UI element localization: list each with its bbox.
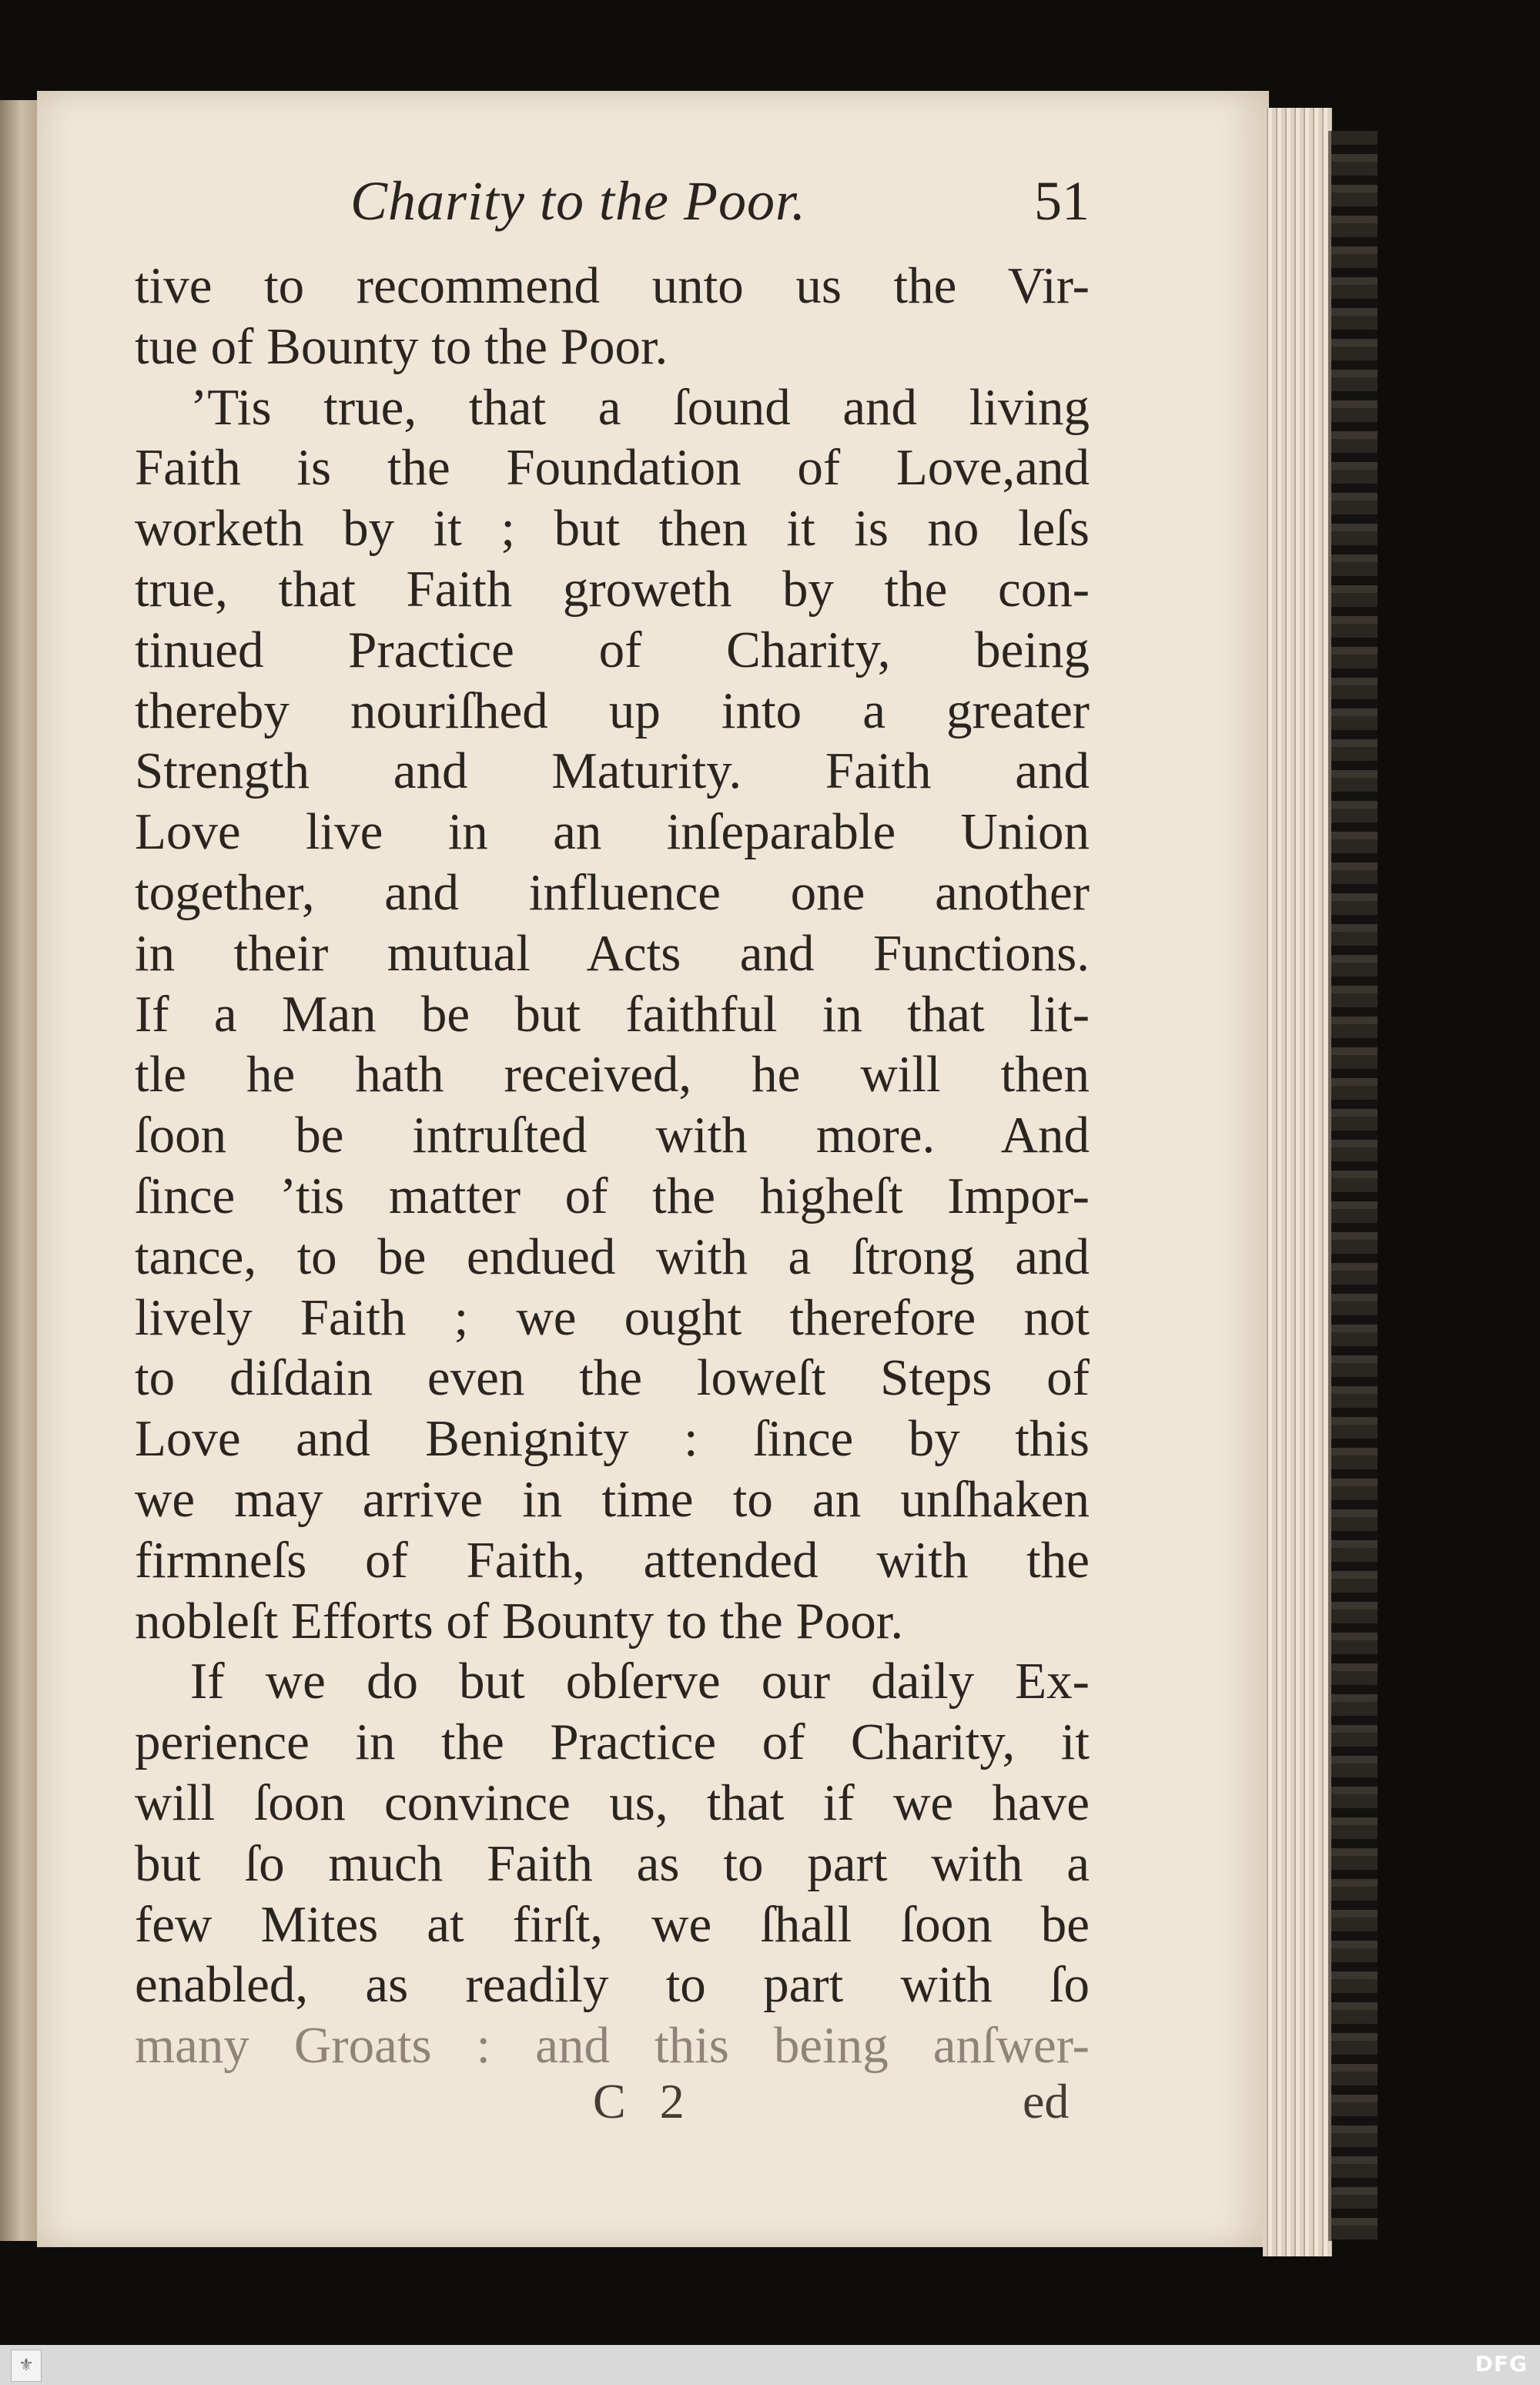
text-line: Faith is the Foundation of Love,and — [135, 439, 1090, 497]
text-line: tle he hath received, he will then — [135, 1046, 1090, 1104]
dfg-logo: DFG — [1475, 2351, 1528, 2377]
text-line: Strength and Maturity. Faith and — [135, 742, 1090, 800]
text-line: will ſoon convince us, that if we have — [135, 1774, 1090, 1831]
text-line: ſince ’tis matter of the higheſt Impor- — [135, 1167, 1090, 1224]
text-line: true, that Faith groweth by the con- — [135, 560, 1090, 618]
text-line: thereby nouriſhed up into a greater — [135, 682, 1090, 739]
text-line: worketh by it ; but then it is no leſs — [135, 500, 1090, 558]
text-line: to diſdain even the loweſt Steps of — [135, 1349, 1090, 1407]
text-line: tance, to be endued with a ſtrong and — [135, 1228, 1090, 1285]
text-line: perience in the Practice of Charity, it — [135, 1713, 1090, 1771]
text-line: in their mutual Acts and Functions. — [135, 924, 1090, 982]
text-line: nobleſt Efforts of Bounty to the Poor. — [135, 1592, 904, 1650]
running-head-title: Charity to the Poor. — [350, 170, 806, 232]
text-line: tive to recommend unto us the Vir- — [135, 257, 1090, 314]
text-line: but ſo much Faith as to part with a — [135, 1834, 1090, 1892]
text-line: tue of Bounty to the Poor. — [135, 317, 668, 375]
running-head — [350, 169, 1090, 254]
text-line: Love and Benignity : ſince by this — [135, 1410, 1090, 1468]
text-line: firmneſs of Faith, attended with the — [135, 1531, 1090, 1589]
catchword: ed — [1023, 2074, 1070, 2129]
text-line: Love live in an inſeparable Union — [135, 803, 1090, 861]
page-edges — [1263, 108, 1332, 2256]
previous-page-edge — [0, 100, 38, 2241]
body-text — [135, 256, 1090, 2076]
text-line: If a Man be but faithful in that lit- — [135, 985, 1090, 1043]
text-line: ’Tis true, that a ſound and living — [190, 378, 1090, 436]
text-line: tinued Practice of Charity, being — [135, 621, 1090, 678]
signature-mark: C 2 — [593, 2074, 695, 2129]
viewer-footer — [0, 2345, 1540, 2385]
text-line: lively Faith ; we ought therefore not — [135, 1288, 1090, 1346]
text-line: few Mites at firſt, we ſhall ſoon be — [135, 1895, 1090, 1953]
text-line: enabled, as readily to part with ſo — [135, 1956, 1090, 2014]
text-line: If we do but obſerve our daily Ex- — [190, 1653, 1090, 1710]
text-line: ſoon be intruſted with more. And — [135, 1107, 1090, 1164]
library-seal-icon: ⚜ — [11, 2350, 42, 2382]
page-number: 51 — [1034, 170, 1090, 232]
text-line: many Groats : and this being anſwer- — [135, 2017, 1090, 2075]
book-cover-edge — [1328, 131, 1378, 2241]
text-line: together, and influence one another — [135, 863, 1090, 921]
text-line: we may arrive in time to an unſhaken — [135, 1470, 1090, 1528]
